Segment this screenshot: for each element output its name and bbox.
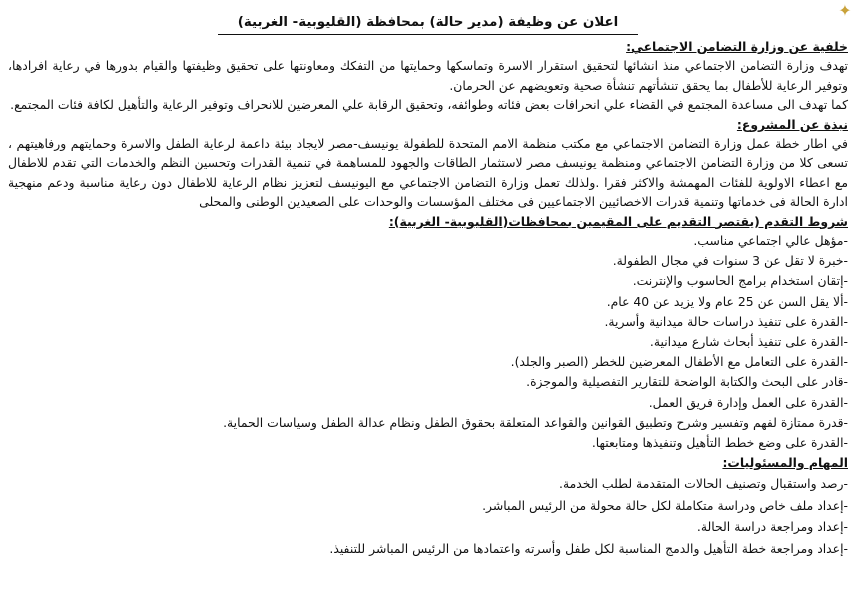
requirement-item: -القدرة على وضع خطط التأهيل وتنفيذها ومتابعتها. — [591, 435, 848, 451]
task-item: -إعداد ومراجعة خطة التأهيل والدمج المناسبة لكل طفل وأسرته واعتمادها من الرئيس المباشر للتنفيذ. — [329, 541, 848, 557]
project-paragraph: في اطار خطة عمل وزارة التضامن الاجتماعي مع مكتب منظمة الامم المتحدة للطفولة يونيسف-مصر لايجاد بيئة داعمة لرعاية الطفل والاسرة وحمايتهم ورفاهيتهم ، تسعى كلا من وزارة التضامن الاجتماعي ومنظمة يونيسف مصر لاستثمار الطاقات والجهود للمساهمة في تنمية القدرات وتحسين النظم والخدمات التي تقدم للاطفال مع اعطاء الاولوية للفئات المهمشة والاكثر فقرا .ولذلك تعمل وزارة التضامن الاجتماعي مع اليونيسف لتعزيز نظام الرعاية للاطفال دون رعاية مناسبة ودعم منهجية ادارة الحالة فى خدماتها وتنمية قدرات الاخصائيين الاجتماعيين فى مختلف المؤسسات والوحدات على الصعيدين الوطنى والمحلى — [8, 136, 848, 210]
requirements-heading: شروط التقدم (يقتصر التقديم على المقيمين بمحافظات(القليوبية- الغربية): — [388, 213, 848, 229]
requirement-item: -مؤهل عالي اجتماعي مناسب. — [693, 233, 848, 249]
emblem-icon: ✦ — [838, 1, 852, 20]
requirement-item: -القدرة على تنفيذ دراسات حالة ميدانية وأسرية. — [604, 313, 848, 329]
task-item: -إعداد ومراجعة دراسة الحالة. — [696, 519, 848, 535]
project-heading: نبذة عن المشروع: — [736, 116, 848, 132]
requirement-item: -القدرة على التعامل مع الأطفال المعرضين للخطر (الصبر والجلد). — [510, 354, 848, 370]
tasks-list — [8, 473, 848, 560]
requirement-item: -خبرة لا تقل عن 3 سنوات في مجال الطفولة. — [612, 253, 848, 269]
tasks-heading: المهام والمسئوليات: — [722, 455, 848, 471]
requirement-item: -قدرة ممتازة لفهم وتفسير وشرح وتطبيق القوانين والقواعد المتعلقة بحقوق الطفل ونظام عدالة الطفل وسياسات الحماية. — [223, 414, 848, 430]
requirement-item: -القدرة على تنفيذ أبحاث شارع ميدانية. — [649, 334, 848, 350]
background-paragraph-2: كما تهدف الى مساعدة المجتمع في القضاء علي انحرافات بعض فئاته وطوائفه، وتحقيق الرقابة علي المعرضين للانحراف وتوفير الرعاية والتأهيل لكافة فئات المجتمع. — [10, 97, 848, 113]
page-title: اعلان عن وظيفة (مدير حالة) بمحافظة (القليوبية- الغربية) — [8, 12, 848, 35]
requirement-item: -قادر على البحث والكتابة الواضحة للتقارير التفصيلية والموجزة. — [526, 374, 848, 390]
requirement-item: -ألا يقل السن عن 25 عام ولا يزيد عن 40 عام. — [606, 293, 848, 309]
requirement-item: -إتقان استخدام برامج الحاسوب والإنترنت. — [632, 273, 848, 289]
requirement-item: -القدرة على العمل وإدارة فريق العمل. — [648, 394, 848, 410]
background-heading: خلفية عن وزارة التضامن الاجتماعي: — [626, 39, 848, 54]
document-body — [8, 12, 848, 560]
task-item: -إعداد ملف خاص ودراسة متكاملة لكل حالة محولة من الرئيس المباشر. — [482, 497, 848, 513]
requirements-list — [8, 231, 848, 453]
task-item: -رصد واستقبال وتصنيف الحالات المتقدمة لطلب الخدمة. — [559, 475, 848, 491]
background-paragraph-1: تهدف وزارة التضامن الاجتماعي منذ انشائها لتحقيق استقرار الاسرة وتماسكها وحمايتها من التفكك ومعاونتها على تحقيق وظيفتها والقيام بدورها في رعاية افرادها، وتوفير الرعاية للأطفال بما يحقق تنشأتهم تنشأة صحية وتعويضهم عن الحرمان. — [8, 58, 848, 93]
